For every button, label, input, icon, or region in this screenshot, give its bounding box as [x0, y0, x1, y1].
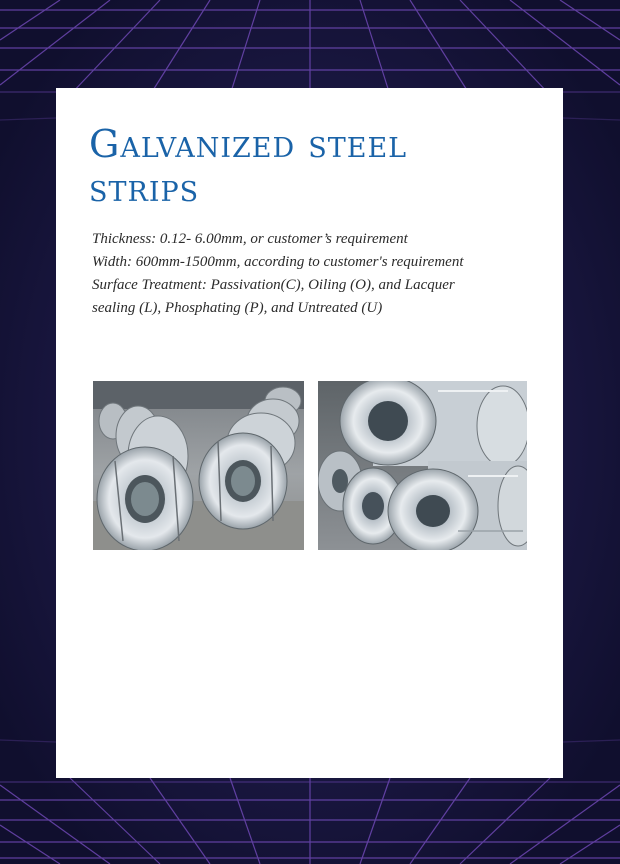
spec-width: Width: 600mm-1500mm, according to customer's requirement: [92, 254, 464, 270]
spec-thickness: Thickness: 0.12- 6.00mm, or customer’s requirement: [92, 231, 408, 247]
page-title: Galvanized steel strips: [89, 122, 408, 210]
steel-coils-warehouse-photo: [93, 381, 304, 550]
spec-surface-treatment: Surface Treatment: Passivation(C), Oiling (O), and Lacquer: [92, 277, 455, 293]
steel-coils-stacked-photo: [318, 381, 527, 550]
content-card: [56, 88, 563, 778]
spec-surface-treatment-cont: sealing (L), Phosphating (P), and Untreated (U): [92, 300, 383, 316]
spec-list: [92, 228, 532, 320]
